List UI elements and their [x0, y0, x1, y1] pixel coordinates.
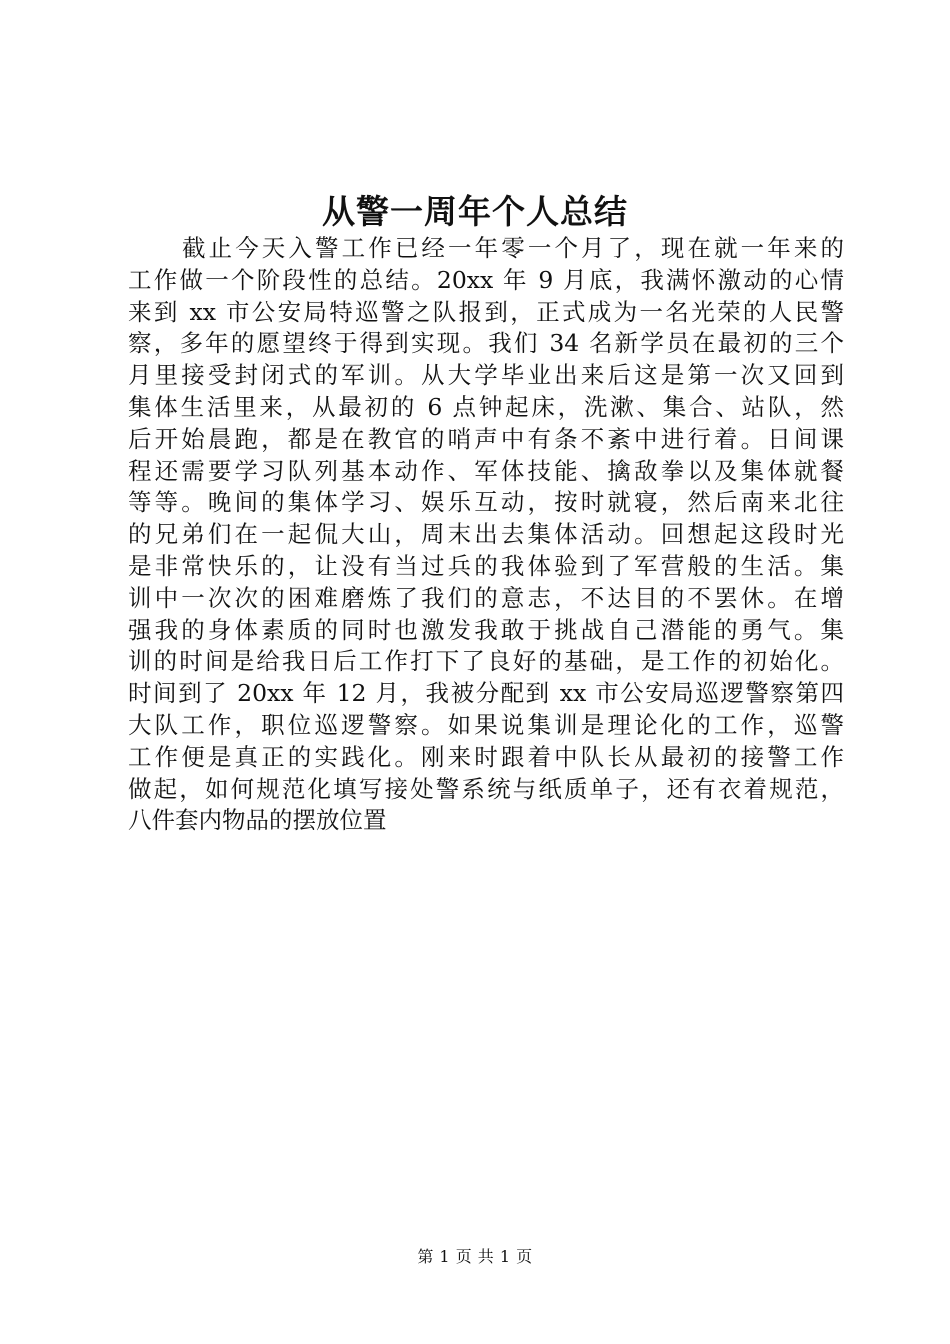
- body-line: 察，多年的愿望终于得到实现。我们 34 名新学员在最初的三个: [128, 329, 844, 358]
- body-line: 时间到了 20xx 年 12 月，我被分配到 xx 市公安局巡逻警察第四: [128, 679, 844, 708]
- body-line: 的兄弟们在一起侃大山，周末出去集体活动。回想起这段时光: [128, 520, 844, 549]
- document-body: [128, 233, 844, 837]
- body-line: 月里接受封闭式的军训。从大学毕业出来后这是第一次又回到: [128, 361, 844, 390]
- body-line: 来到 xx 市公安局特巡警之队报到，正式成为一名光荣的人民警: [128, 297, 844, 326]
- body-line: 等等。晚间的集体学习、娱乐互动，按时就寝，然后南来北往: [128, 488, 844, 517]
- body-line: 训的时间是给我日后工作打下了良好的基础，是工作的初始化。: [128, 647, 844, 676]
- document-title: 从警一周年个人总结: [322, 192, 628, 231]
- page-footer: 第 1 页 共 1 页: [417, 1247, 533, 1266]
- body-line: 后开始晨跑，都是在教官的哨声中有条不紊中进行着。日间课: [128, 424, 844, 453]
- body-line: 做起，如何规范化填写接处警系统与纸质单子，还有衣着规范，: [128, 774, 844, 803]
- body-line: 截止今天入警工作已经一年零一个月了，现在就一年来的: [182, 234, 844, 262]
- body-line: 是非常快乐的，让没有当过兵的我体验到了军营般的生活。集: [128, 551, 844, 580]
- body-line: 训中一次次的困难磨炼了我们的意志，不达目的不罢休。在增: [128, 583, 844, 612]
- body-line: 强我的身体素质的同时也激发我敢于挑战自己潜能的勇气。集: [128, 615, 844, 644]
- body-line: 工作做一个阶段性的总结。20xx 年 9 月底，我满怀激动的心情: [128, 265, 844, 294]
- body-line: 集体生活里来，从最初的 6 点钟起床，洗漱、集合、站队，然: [128, 392, 844, 421]
- body-line: 工作便是真正的实践化。刚来时跟着中队长从最初的接警工作: [128, 742, 844, 771]
- body-line: 程还需要学习队列基本动作、军体技能、擒敌拳以及集体就餐: [128, 456, 844, 485]
- body-line: 大队工作，职位巡逻警察。如果说集训是理论化的工作，巡警: [128, 710, 844, 739]
- body-line: 八件套内物品的摆放位置: [128, 806, 387, 835]
